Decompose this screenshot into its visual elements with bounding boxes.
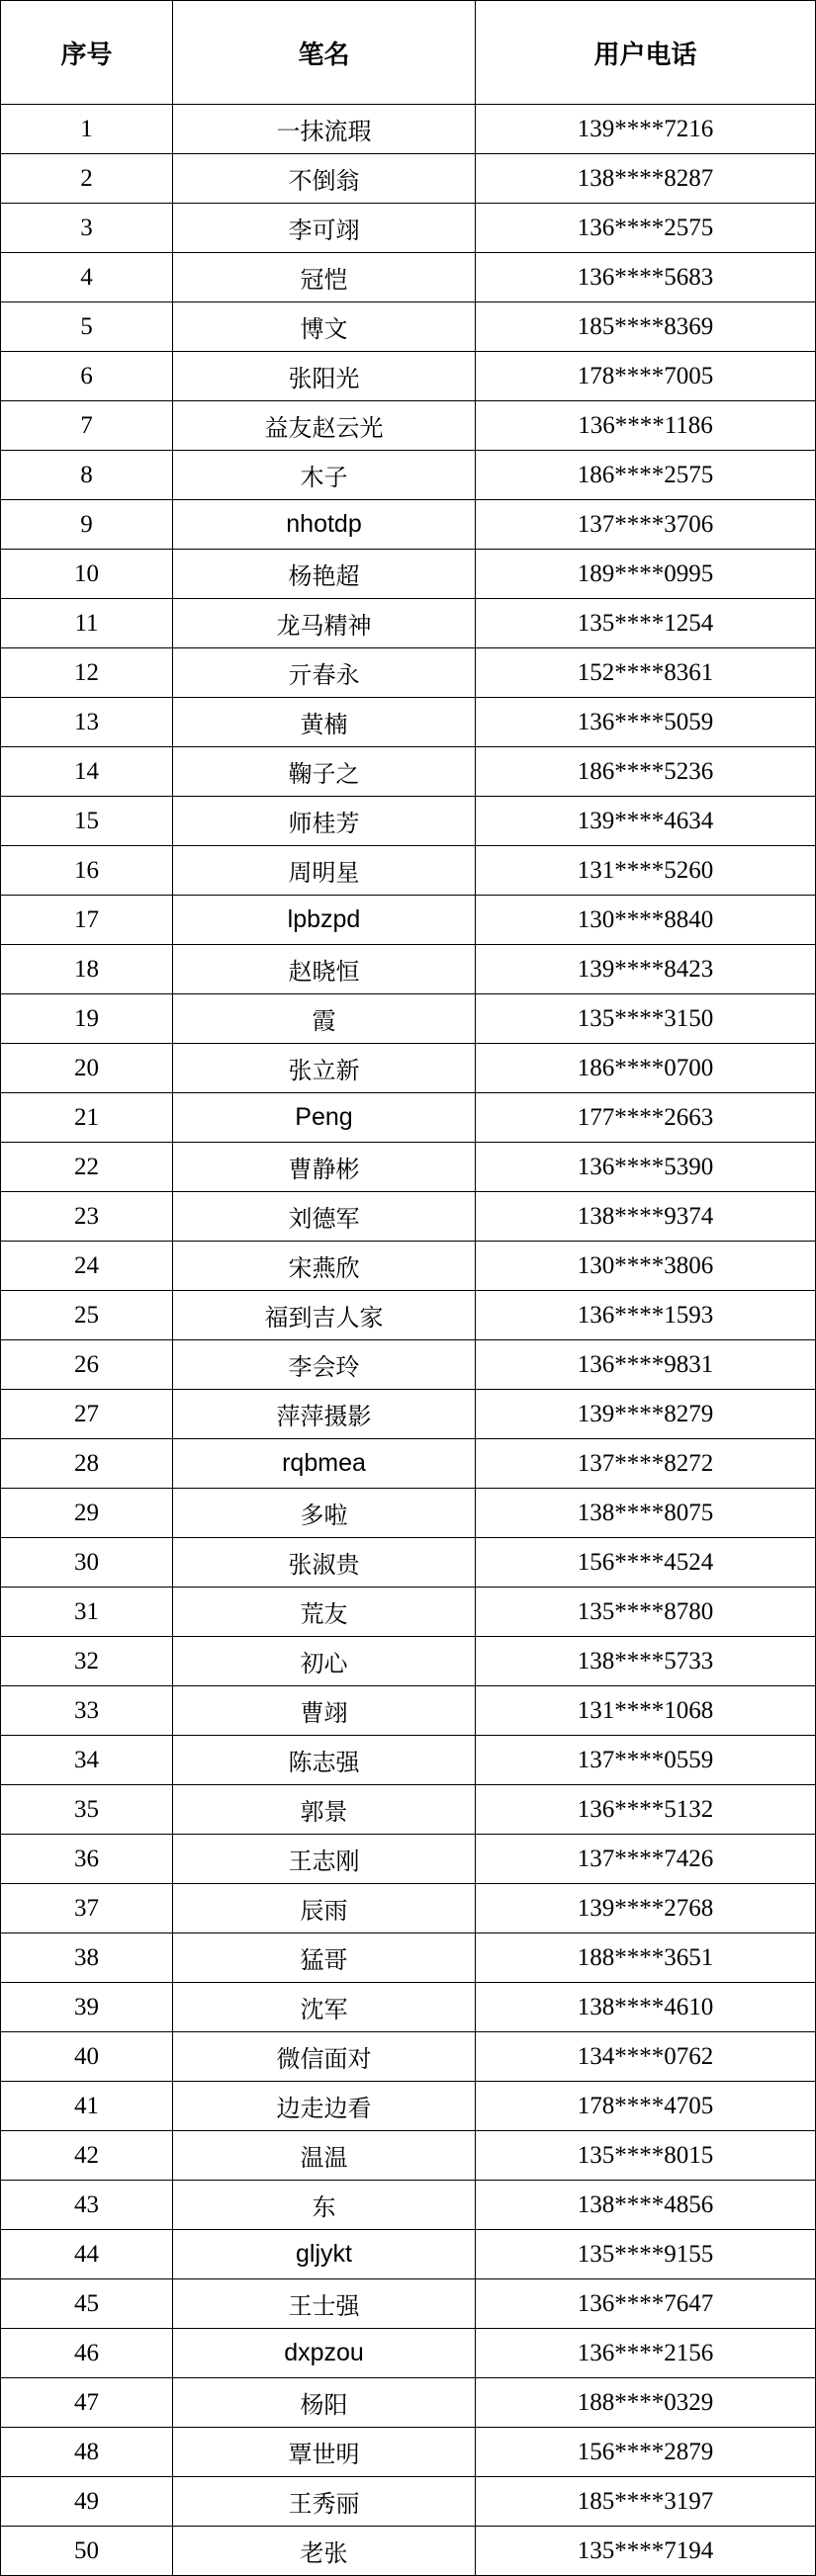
row-pen-name: 多啦 <box>173 1489 476 1538</box>
row-pen-name: 陈志强 <box>173 1736 476 1785</box>
row-pen-name: 辰雨 <box>173 1884 476 1933</box>
row-pen-name: 不倒翁 <box>173 154 476 204</box>
row-pen-name: 杨艳超 <box>173 550 476 599</box>
row-phone: 139****7216 <box>476 105 816 154</box>
table-row <box>1 1340 816 1390</box>
row-phone: 136****5683 <box>476 253 816 302</box>
row-phone: 186****0700 <box>476 1044 816 1093</box>
table-row <box>1 2527 816 2576</box>
row-phone: 131****1068 <box>476 1686 816 1736</box>
row-index: 48 <box>1 2428 173 2477</box>
row-pen-name: 木子 <box>173 451 476 500</box>
row-phone: 138****8287 <box>476 154 816 204</box>
row-pen-name: 鞠子之 <box>173 747 476 797</box>
row-pen-name: 赵晓恒 <box>173 945 476 994</box>
row-pen-name: rqbmea <box>173 1439 476 1489</box>
row-phone: 178****4705 <box>476 2082 816 2131</box>
table-row <box>1 698 816 747</box>
row-phone: 185****8369 <box>476 302 816 352</box>
row-phone: 137****3706 <box>476 500 816 550</box>
row-phone: 189****0995 <box>476 550 816 599</box>
table-row <box>1 2131 816 2181</box>
row-phone: 136****5059 <box>476 698 816 747</box>
header-index: 序号 <box>1 1 173 105</box>
row-pen-name: Peng <box>173 1093 476 1143</box>
row-index: 10 <box>1 550 173 599</box>
table-row <box>1 302 816 352</box>
row-index: 7 <box>1 401 173 451</box>
row-index: 3 <box>1 204 173 253</box>
row-index: 43 <box>1 2181 173 2230</box>
row-index: 27 <box>1 1390 173 1439</box>
row-pen-name: 猛哥 <box>173 1933 476 1983</box>
row-phone: 136****5132 <box>476 1785 816 1835</box>
row-index: 44 <box>1 2230 173 2279</box>
header-row <box>1 1 816 105</box>
row-phone: 135****8780 <box>476 1588 816 1637</box>
row-pen-name: 东 <box>173 2181 476 2230</box>
row-pen-name: 张立新 <box>173 1044 476 1093</box>
table-row <box>1 1736 816 1785</box>
row-index: 17 <box>1 896 173 945</box>
table-row <box>1 1242 816 1291</box>
table-row <box>1 1884 816 1933</box>
table-row <box>1 1588 816 1637</box>
row-index: 26 <box>1 1340 173 1390</box>
table-row <box>1 451 816 500</box>
row-pen-name: 边走边看 <box>173 2082 476 2131</box>
table-row <box>1 1983 816 2032</box>
row-pen-name: 周明星 <box>173 846 476 896</box>
row-pen-name: 初心 <box>173 1637 476 1686</box>
row-index: 21 <box>1 1093 173 1143</box>
row-pen-name: 一抹流瑕 <box>173 105 476 154</box>
table-row <box>1 1538 816 1588</box>
table-row <box>1 846 816 896</box>
row-index: 22 <box>1 1143 173 1192</box>
row-pen-name: 益友赵云光 <box>173 401 476 451</box>
row-phone: 138****8075 <box>476 1489 816 1538</box>
table-row <box>1 945 816 994</box>
row-index: 14 <box>1 747 173 797</box>
table-row <box>1 154 816 204</box>
row-index: 9 <box>1 500 173 550</box>
row-phone: 138****9374 <box>476 1192 816 1242</box>
row-phone: 130****3806 <box>476 1242 816 1291</box>
row-index: 45 <box>1 2279 173 2329</box>
row-pen-name: gljykt <box>173 2230 476 2279</box>
row-pen-name: 温温 <box>173 2131 476 2181</box>
row-phone: 136****1186 <box>476 401 816 451</box>
row-phone: 135****1254 <box>476 599 816 648</box>
row-index: 13 <box>1 698 173 747</box>
row-index: 39 <box>1 1983 173 2032</box>
table-row <box>1 550 816 599</box>
row-pen-name: 曹翊 <box>173 1686 476 1736</box>
row-pen-name: 荒友 <box>173 1588 476 1637</box>
table-row <box>1 1192 816 1242</box>
row-pen-name: 王士强 <box>173 2279 476 2329</box>
row-index: 30 <box>1 1538 173 1588</box>
row-index: 28 <box>1 1439 173 1489</box>
table-row <box>1 204 816 253</box>
row-pen-name: 沈军 <box>173 1983 476 2032</box>
row-phone: 186****5236 <box>476 747 816 797</box>
row-index: 32 <box>1 1637 173 1686</box>
row-pen-name: 萍萍摄影 <box>173 1390 476 1439</box>
row-phone: 136****5390 <box>476 1143 816 1192</box>
row-pen-name: 张阳光 <box>173 352 476 401</box>
row-pen-name: 龙马精神 <box>173 599 476 648</box>
row-pen-name: 王秀丽 <box>173 2477 476 2527</box>
row-index: 23 <box>1 1192 173 1242</box>
table-row <box>1 500 816 550</box>
row-phone: 135****8015 <box>476 2131 816 2181</box>
row-index: 24 <box>1 1242 173 1291</box>
row-index: 49 <box>1 2477 173 2527</box>
row-pen-name: 王志刚 <box>173 1835 476 1884</box>
row-phone: 152****8361 <box>476 648 816 698</box>
table-row <box>1 1439 816 1489</box>
row-index: 11 <box>1 599 173 648</box>
row-phone: 136****2156 <box>476 2329 816 2378</box>
row-pen-name: lpbzpd <box>173 896 476 945</box>
table-row <box>1 896 816 945</box>
row-index: 36 <box>1 1835 173 1884</box>
row-phone: 138****4610 <box>476 1983 816 2032</box>
table-row <box>1 1044 816 1093</box>
header-phone: 用户电话 <box>476 1 816 105</box>
row-index: 12 <box>1 648 173 698</box>
table-row <box>1 797 816 846</box>
table-row <box>1 2378 816 2428</box>
row-pen-name: 宋燕欣 <box>173 1242 476 1291</box>
row-phone: 134****0762 <box>476 2032 816 2082</box>
row-index: 38 <box>1 1933 173 1983</box>
table-row <box>1 2032 816 2082</box>
row-index: 16 <box>1 846 173 896</box>
row-pen-name: 冠恺 <box>173 253 476 302</box>
row-phone: 156****2879 <box>476 2428 816 2477</box>
header-name: 笔名 <box>173 1 476 105</box>
row-phone: 136****9831 <box>476 1340 816 1390</box>
table-row <box>1 2230 816 2279</box>
table-row <box>1 2082 816 2131</box>
table-row <box>1 648 816 698</box>
row-index: 37 <box>1 1884 173 1933</box>
row-phone: 137****8272 <box>476 1439 816 1489</box>
row-pen-name: nhotdp <box>173 500 476 550</box>
table-row <box>1 1143 816 1192</box>
row-phone: 137****7426 <box>476 1835 816 1884</box>
row-index: 4 <box>1 253 173 302</box>
row-index: 18 <box>1 945 173 994</box>
table-row <box>1 105 816 154</box>
row-pen-name: 福到吉人家 <box>173 1291 476 1340</box>
row-index: 50 <box>1 2527 173 2576</box>
row-phone: 188****3651 <box>476 1933 816 1983</box>
row-pen-name: dxpzou <box>173 2329 476 2378</box>
row-index: 34 <box>1 1736 173 1785</box>
row-phone: 135****7194 <box>476 2527 816 2576</box>
row-index: 33 <box>1 1686 173 1736</box>
row-phone: 139****8279 <box>476 1390 816 1439</box>
row-index: 8 <box>1 451 173 500</box>
row-phone: 177****2663 <box>476 1093 816 1143</box>
row-pen-name: 杨阳 <box>173 2378 476 2428</box>
row-pen-name: 郭景 <box>173 1785 476 1835</box>
table-row <box>1 2329 816 2378</box>
row-phone: 136****1593 <box>476 1291 816 1340</box>
row-phone: 186****2575 <box>476 451 816 500</box>
row-phone: 178****7005 <box>476 352 816 401</box>
row-phone: 138****4856 <box>476 2181 816 2230</box>
row-index: 29 <box>1 1489 173 1538</box>
row-pen-name: 亓春永 <box>173 648 476 698</box>
row-phone: 130****8840 <box>476 896 816 945</box>
table-row <box>1 253 816 302</box>
row-index: 35 <box>1 1785 173 1835</box>
table-row <box>1 1686 816 1736</box>
row-phone: 139****4634 <box>476 797 816 846</box>
row-phone: 139****2768 <box>476 1884 816 1933</box>
table-row <box>1 1291 816 1340</box>
row-pen-name: 博文 <box>173 302 476 352</box>
row-index: 41 <box>1 2082 173 2131</box>
table-row <box>1 2181 816 2230</box>
row-index: 19 <box>1 994 173 1044</box>
row-pen-name: 微信面对 <box>173 2032 476 2082</box>
row-phone: 137****0559 <box>476 1736 816 1785</box>
table-row <box>1 1637 816 1686</box>
table-row <box>1 1093 816 1143</box>
row-pen-name: 师桂芳 <box>173 797 476 846</box>
row-pen-name: 覃世明 <box>173 2428 476 2477</box>
row-index: 20 <box>1 1044 173 1093</box>
row-pen-name: 张淑贵 <box>173 1538 476 1588</box>
table-row <box>1 1785 816 1835</box>
row-index: 40 <box>1 2032 173 2082</box>
table-body <box>1 105 816 2576</box>
table-row <box>1 1489 816 1538</box>
row-pen-name: 老张 <box>173 2527 476 2576</box>
table-row <box>1 599 816 648</box>
row-index: 25 <box>1 1291 173 1340</box>
table-row <box>1 2428 816 2477</box>
table-header <box>1 1 816 105</box>
row-phone: 136****2575 <box>476 204 816 253</box>
row-index: 42 <box>1 2131 173 2181</box>
table-row <box>1 2279 816 2329</box>
row-index: 31 <box>1 1588 173 1637</box>
row-phone: 156****4524 <box>476 1538 816 1588</box>
row-phone: 136****7647 <box>476 2279 816 2329</box>
row-index: 6 <box>1 352 173 401</box>
row-pen-name: 李可翊 <box>173 204 476 253</box>
row-phone: 131****5260 <box>476 846 816 896</box>
table-row <box>1 1835 816 1884</box>
table-row <box>1 401 816 451</box>
table-row <box>1 2477 816 2527</box>
row-pen-name: 刘德军 <box>173 1192 476 1242</box>
row-phone: 188****0329 <box>476 2378 816 2428</box>
row-pen-name: 李会玲 <box>173 1340 476 1390</box>
row-pen-name: 霞 <box>173 994 476 1044</box>
row-phone: 135****3150 <box>476 994 816 1044</box>
table-row <box>1 1933 816 1983</box>
row-index: 2 <box>1 154 173 204</box>
row-index: 15 <box>1 797 173 846</box>
row-index: 47 <box>1 2378 173 2428</box>
table-row <box>1 747 816 797</box>
row-pen-name: 黄楠 <box>173 698 476 747</box>
row-index: 46 <box>1 2329 173 2378</box>
row-pen-name: 曹静彬 <box>173 1143 476 1192</box>
row-phone: 138****5733 <box>476 1637 816 1686</box>
table-row <box>1 1390 816 1439</box>
row-index: 1 <box>1 105 173 154</box>
table-row <box>1 994 816 1044</box>
row-index: 5 <box>1 302 173 352</box>
row-phone: 185****3197 <box>476 2477 816 2527</box>
row-phone: 139****8423 <box>476 945 816 994</box>
row-phone: 135****9155 <box>476 2230 816 2279</box>
table-row <box>1 352 816 401</box>
